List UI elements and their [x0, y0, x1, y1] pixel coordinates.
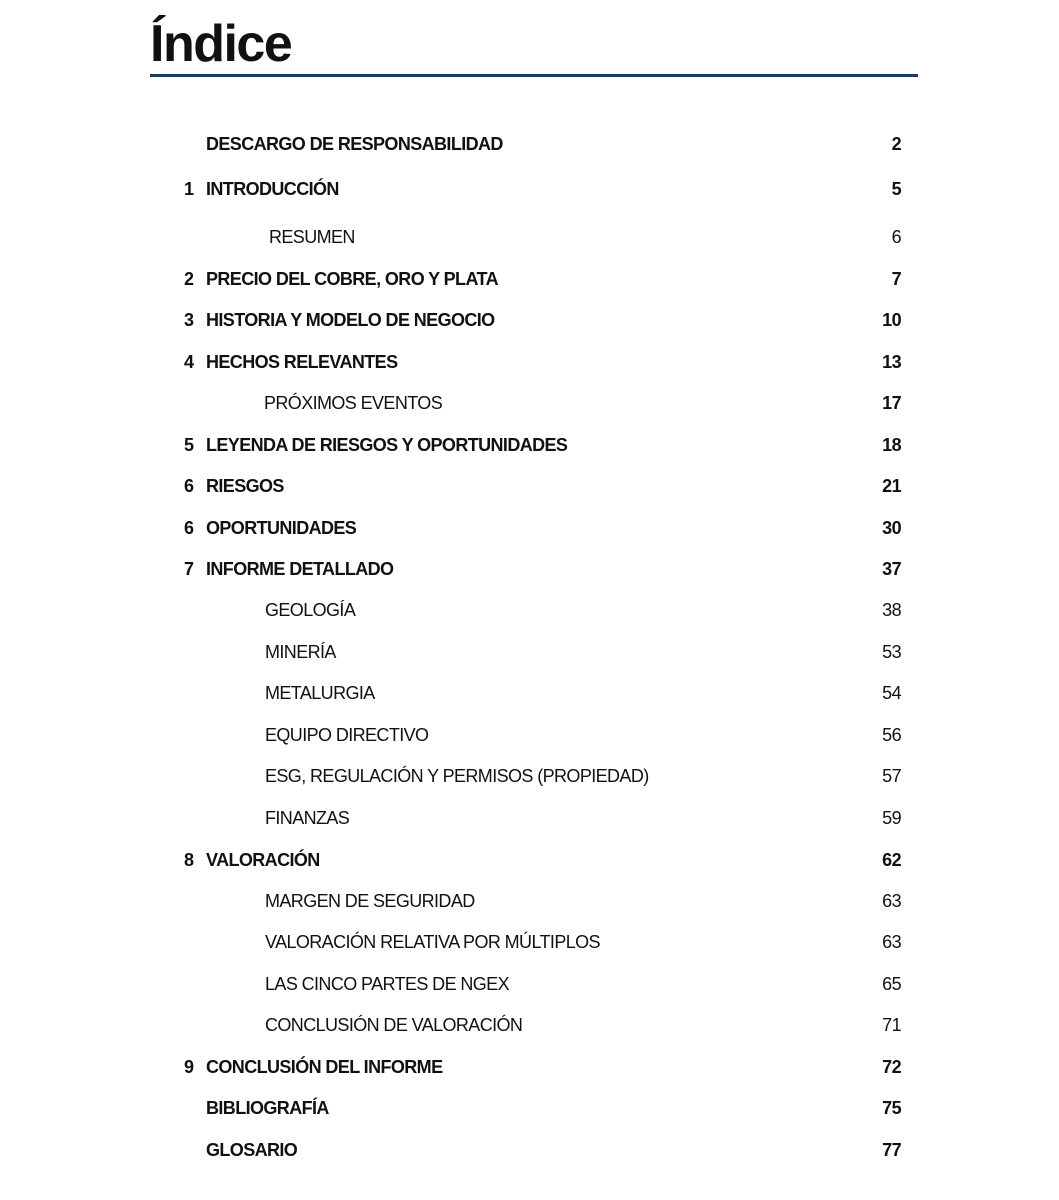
toc-label: PRECIO DEL COBRE, ORO Y PLATA	[206, 269, 498, 289]
toc-page-number: 63	[882, 891, 901, 911]
toc-label: HECHOS RELEVANTES	[206, 352, 398, 372]
toc-page-number: 72	[882, 1057, 901, 1077]
toc-number: 6	[184, 476, 194, 496]
toc-entry-bibliografia[interactable]	[0, 1096, 1059, 1120]
toc-entry-descargo[interactable]	[0, 132, 1059, 156]
toc-label: PRÓXIMOS EVENTOS	[264, 393, 443, 413]
toc-page-number: 75	[882, 1098, 901, 1118]
toc-page-number: 6	[891, 227, 901, 247]
toc-entry-precio[interactable]	[0, 267, 1059, 291]
toc-number: 7	[184, 559, 194, 579]
toc-page-number: 18	[882, 435, 901, 455]
toc-entry-introduccion[interactable]	[0, 177, 1059, 201]
toc-entry-mineria[interactable]	[0, 640, 1059, 664]
toc-label: MARGEN DE SEGURIDAD	[265, 891, 475, 911]
toc-entry-metalurgia[interactable]	[0, 681, 1059, 705]
toc-entry-hechos[interactable]	[0, 350, 1059, 374]
toc-entry-historia[interactable]	[0, 308, 1059, 332]
toc-entry-cinco-partes[interactable]	[0, 972, 1059, 996]
toc-entry-informe-detallado[interactable]	[0, 557, 1059, 581]
toc-page-number: 2	[891, 134, 901, 154]
toc-label: BIBLIOGRAFÍA	[206, 1098, 329, 1118]
toc-page-number: 38	[882, 600, 901, 620]
toc-page-number: 65	[882, 974, 901, 994]
toc-label: METALURGIA	[265, 683, 375, 703]
toc-label: HISTORIA Y MODELO DE NEGOCIO	[206, 310, 495, 330]
toc-page-number: 56	[882, 725, 901, 745]
toc-label: VALORACIÓN RELATIVA POR MÚLTIPLOS	[265, 932, 600, 952]
toc-number: 6	[184, 518, 194, 538]
toc-page-number: 13	[882, 352, 901, 372]
toc-entry-conclusion-informe[interactable]	[0, 1055, 1059, 1079]
toc-entry-geologia[interactable]	[0, 598, 1059, 622]
toc-number: 3	[184, 310, 194, 330]
toc-label: FINANZAS	[265, 808, 350, 828]
toc-number: 1	[184, 179, 194, 199]
toc-entry-esg[interactable]	[0, 764, 1059, 788]
toc-entry-oportunidades[interactable]	[0, 516, 1059, 540]
toc-number: 4	[184, 352, 194, 372]
toc-label: ESG, REGULACIÓN Y PERMISOS (PROPIEDAD)	[265, 766, 649, 786]
toc-page-number: 54	[882, 683, 901, 703]
toc-label: INFORME DETALLADO	[206, 559, 394, 579]
toc-page-number: 17	[882, 393, 901, 413]
toc-label: LEYENDA DE RIESGOS Y OPORTUNIDADES	[206, 435, 568, 455]
toc-number: 5	[184, 435, 194, 455]
toc-entry-valoracion-relativa[interactable]	[0, 930, 1059, 954]
toc-label: DESCARGO DE RESPONSABILIDAD	[206, 134, 503, 154]
toc-entry-equipo-directivo[interactable]	[0, 723, 1059, 747]
toc-number: 9	[184, 1057, 194, 1077]
toc-label: EQUIPO DIRECTIVO	[265, 725, 429, 745]
toc-page-number: 5	[891, 179, 901, 199]
toc-page-number: 10	[882, 310, 901, 330]
toc-number: 8	[184, 850, 194, 870]
toc-page-number: 77	[882, 1140, 901, 1160]
toc-label: RIESGOS	[206, 476, 284, 496]
toc-label: CONCLUSIÓN DEL INFORME	[206, 1057, 443, 1077]
toc-page-number: 30	[882, 518, 901, 538]
toc-label: OPORTUNIDADES	[206, 518, 357, 538]
toc-page-number: 62	[882, 850, 901, 870]
toc-entry-leyenda[interactable]	[0, 433, 1059, 457]
toc-page-number: 37	[882, 559, 901, 579]
toc-page-number: 21	[882, 476, 901, 496]
toc-label: RESUMEN	[269, 227, 355, 247]
toc-label: CONCLUSIÓN DE VALORACIÓN	[265, 1015, 523, 1035]
toc-label: GLOSARIO	[206, 1140, 298, 1160]
toc-label: INTRODUCCIÓN	[206, 179, 339, 199]
toc-entry-finanzas[interactable]	[0, 806, 1059, 830]
toc-page-number: 59	[882, 808, 901, 828]
toc-entry-proximos-eventos[interactable]	[0, 391, 1059, 415]
toc-page-number: 57	[882, 766, 901, 786]
toc-page-number: 7	[891, 269, 901, 289]
toc-label: LAS CINCO PARTES DE NGEX	[265, 974, 509, 994]
toc-entry-riesgos[interactable]	[0, 474, 1059, 498]
toc-entry-glosario[interactable]	[0, 1138, 1059, 1162]
toc-number: 2	[184, 269, 194, 289]
toc-page-number: 53	[882, 642, 901, 662]
toc-entry-margen-seguridad[interactable]	[0, 889, 1059, 913]
toc-entry-valoracion[interactable]	[0, 848, 1059, 872]
toc-label: MINERÍA	[265, 642, 336, 662]
toc-page-number: 71	[882, 1015, 901, 1035]
toc-page-number: 63	[882, 932, 901, 952]
toc-entry-resumen[interactable]	[0, 225, 1059, 249]
page-title: Índice	[150, 15, 292, 73]
toc-entry-conclusion-valoracion[interactable]	[0, 1013, 1059, 1037]
toc-label: VALORACIÓN	[206, 850, 320, 870]
toc-label: GEOLOGÍA	[265, 600, 356, 620]
